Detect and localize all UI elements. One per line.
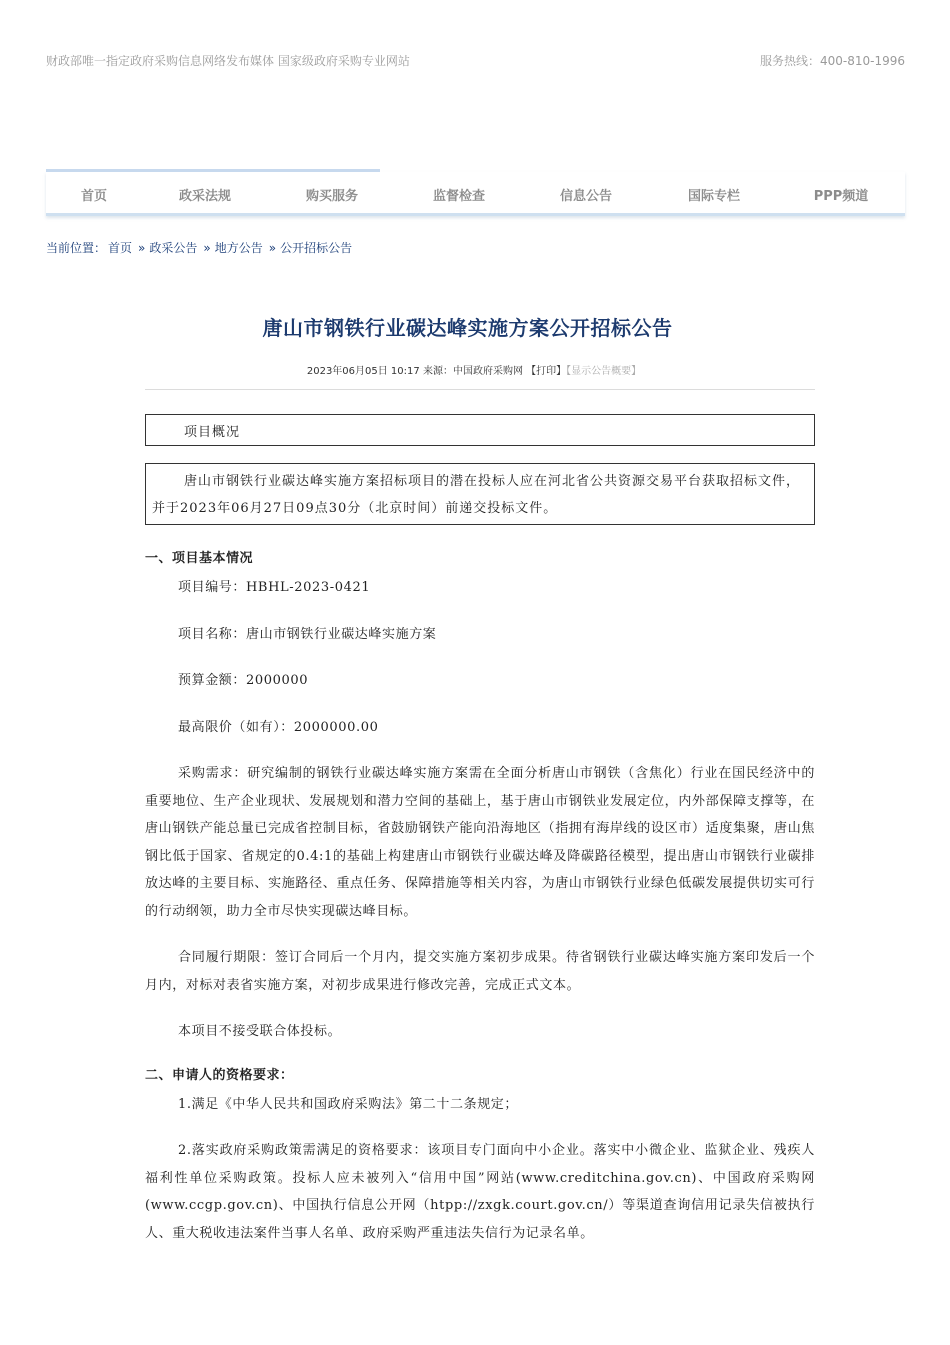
overview-text-box: 唐山市钢铁行业碳达峰实施方案招标项目的潜在投标人应在河北省公共资源交易平台获取招标文件，并于2023年06月27日09点30分（北京时间）前递交投标文件。 xyxy=(145,463,815,525)
breadcrumb xyxy=(46,239,354,256)
divider xyxy=(145,389,815,390)
breadcrumb-separator: » xyxy=(203,241,211,255)
show-summary-link[interactable]: 【显示公告概要】 xyxy=(566,366,642,377)
article-meta xyxy=(0,362,948,377)
max-price: 最高限价（如有）：2000000.00 xyxy=(178,719,379,735)
breadcrumb-separator: » xyxy=(138,241,146,255)
consortium-note: 本项目不接受联合体投标。 xyxy=(178,1024,342,1039)
source-name: 中国政府采购网 xyxy=(452,366,523,377)
breadcrumb-label: 当前位置： xyxy=(46,241,107,255)
page-title: 唐山市钢铁行业碳达峰实施方案公开招标公告 xyxy=(262,316,673,340)
section-heading-qualifications: 二、申请人的资格要求： xyxy=(145,1067,294,1083)
service-hotline: 服务热线：400-810-1996 xyxy=(759,54,905,68)
contract-period: 合同履行期限：签订合同后一个月内，提交实施方案初步成果。待省钢铁行业碳达峰实施方案印发后一个月内，对标对表省实施方案，对初步成果进行修改完善，完成正式文本。 xyxy=(145,950,815,993)
qualification-item-1: 1.满足《中华人民共和国政府采购法》第二十二条规定； xyxy=(178,1096,519,1112)
article-body xyxy=(145,414,815,1247)
nav-item-announcements[interactable]: 信息公告 xyxy=(559,188,612,204)
breadcrumb-link-procurement[interactable]: 政采公告 xyxy=(149,241,198,255)
nav-item-purchase-services[interactable]: 购买服务 xyxy=(305,188,358,204)
breadcrumb-link-home[interactable]: 首页 xyxy=(108,241,133,255)
breadcrumb-separator: » xyxy=(268,241,277,255)
project-number: 项目编号：HBHL-2023-0421 xyxy=(178,580,371,595)
qualification-item-2: 2.落实政府采购政策需满足的资格要求：该项目专门面向中小企业。落实中小微企业、监狱企业、残疾人福利性单位采购政策。投标人应未被列入“信用中国”网站(www.creditchina.gov.cn)、中国政府采购网(www.ccgp.gov.cn)、中国执行信息公开网（htpp://zxgk.court.gov.cn/）等渠道查询信用记录失信被执行人、重大税收违法案件当事人名单、政府采购严重违法失信行为记录名单。 xyxy=(145,1143,815,1241)
publish-datetime: 2023年06月05日 10:17 xyxy=(306,366,420,377)
nav-accent-line xyxy=(46,169,380,172)
nav-item-ppp[interactable]: PPP频道 xyxy=(813,188,869,204)
budget-amount: 预算金额：2000000 xyxy=(178,673,309,688)
nav-item-supervision[interactable]: 监督检查 xyxy=(432,188,485,204)
breadcrumb-link-open-tender[interactable]: 公开招标公告 xyxy=(280,241,353,255)
top-bar xyxy=(46,52,905,70)
section-heading-basic-info: 一、项目基本情况 xyxy=(145,551,254,566)
main-nav xyxy=(46,172,905,216)
nav-item-regulations[interactable]: 政采法规 xyxy=(178,188,231,204)
project-name: 项目名称：唐山市钢铁行业碳达峰实施方案 xyxy=(178,626,437,642)
procurement-demand: 采购需求：研究编制的钢铁行业碳达峰实施方案需在全面分析唐山市钢铁（含焦化）行业在国民经济中的重要地位、生产企业现状、发展规划和潜力空间的基础上，基于唐山市钢铁业发展定位，内外部保障支撑等，在唐山钢铁产能总量已完成省控制目标，省鼓励钢铁产能向沿海地区（指拥有海岸线的设区市）适度集聚，唐山焦钢比低于国家、省规定的0.4:1的基础上构建唐山市钢铁行业碳达峰及降碳路径模型，提出唐山市钢铁行业碳排放达峰的主要目标、实施路径、重点任务、保障措施等相关内容，为唐山市钢铁行业绿色低碳发展提供切实可行的行动纲领，助力全市尽快实现碳达峰目标。 xyxy=(145,766,815,919)
nav-item-international[interactable]: 国际专栏 xyxy=(687,188,740,204)
print-link[interactable]: 【打印】 xyxy=(526,366,567,377)
source-label: 来源： xyxy=(422,366,453,377)
breadcrumb-link-local[interactable]: 地方公告 xyxy=(214,241,263,255)
site-slogan: 财政部唯一指定政府采购信息网络发布媒体 国家级政府采购专业网站 xyxy=(46,54,410,68)
nav-item-home[interactable]: 首页 xyxy=(80,188,107,204)
overview-heading-box: 项目概况 xyxy=(145,414,815,446)
